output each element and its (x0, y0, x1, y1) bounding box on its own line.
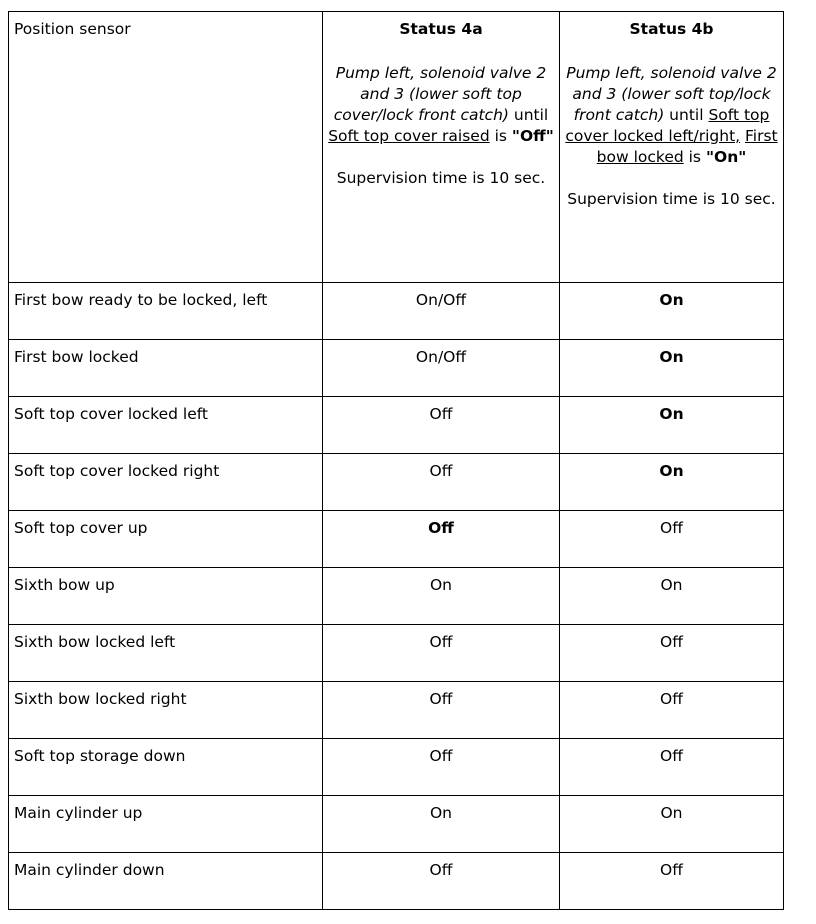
status-4a-value: Off (323, 682, 560, 739)
status-4b-value: On (560, 340, 784, 397)
table-row (9, 625, 784, 682)
table-row (9, 739, 784, 796)
status-4a-value: On (323, 796, 560, 853)
header-status-4b (560, 12, 784, 283)
status-4b-value: On (560, 796, 784, 853)
status-4b-value: Off (560, 739, 784, 796)
table-row (9, 853, 784, 910)
sensor-label: Sixth bow locked left (9, 625, 323, 682)
status-4a-value: On/Off (323, 340, 560, 397)
status-4a-supervision: Supervision time is 10 sec. (336, 169, 546, 187)
status-4a-value: Off (323, 511, 560, 568)
table-row (9, 454, 784, 511)
status-4a-value: On/Off (323, 283, 560, 340)
table-row (9, 283, 784, 340)
table-row (9, 397, 784, 454)
table-row (9, 511, 784, 568)
status-4a-value: Off (323, 853, 560, 910)
header-position-sensor: Position sensor (9, 12, 323, 283)
status-4b-value: Off (560, 853, 784, 910)
table-row (9, 796, 784, 853)
status-4a-description: Pump left, solenoid valve 2 and 3 (lower soft top cover/lock front catch) until Soft top cover raised is "Off" (328, 64, 554, 145)
sensor-label: Sixth bow up (9, 568, 323, 625)
sensor-label: Main cylinder up (9, 796, 323, 853)
position-sensor-table (8, 11, 784, 910)
sensor-label: Soft top storage down (9, 739, 323, 796)
status-4a-value: Off (323, 454, 560, 511)
status-4b-value: On (560, 454, 784, 511)
status-4b-value: Off (560, 682, 784, 739)
status-4b-value: On (560, 568, 784, 625)
header-status-4a (323, 12, 560, 283)
status-4a-title: Status 4a (399, 20, 483, 38)
sensor-label: Main cylinder down (9, 853, 323, 910)
status-4b-value: Off (560, 625, 784, 682)
status-4b-description: Pump left, solenoid valve 2 and 3 (lower soft top/lock front catch) until Soft top cover locked left/right, First bow locked is "On" (565, 64, 778, 166)
status-4a-value: On (323, 568, 560, 625)
sensor-label: Soft top cover locked left (9, 397, 323, 454)
sensor-label: Soft top cover locked right (9, 454, 323, 511)
status-4a-value: Off (323, 397, 560, 454)
sensor-label: First bow ready to be locked, left (9, 283, 323, 340)
status-4b-title: Status 4b (629, 20, 714, 38)
sensor-label: Soft top cover up (9, 511, 323, 568)
status-4b-value: On (560, 397, 784, 454)
table-row (9, 340, 784, 397)
status-4b-value: Off (560, 511, 784, 568)
sensor-label: Sixth bow locked right (9, 682, 323, 739)
status-4b-value: On (560, 283, 784, 340)
sensor-label: First bow locked (9, 340, 323, 397)
status-4a-value: Off (323, 625, 560, 682)
header-row (9, 12, 784, 283)
table-row (9, 568, 784, 625)
table-row (9, 682, 784, 739)
status-4a-value: Off (323, 739, 560, 796)
status-4b-supervision: Supervision time is 10 sec. (567, 190, 776, 208)
